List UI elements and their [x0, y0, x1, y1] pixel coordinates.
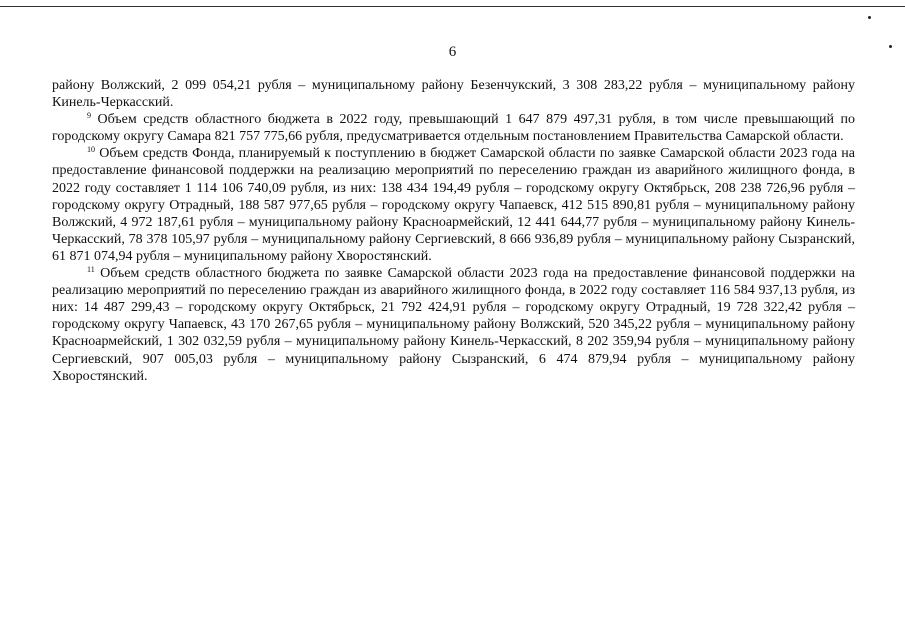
footnote-9 — [52, 111, 855, 145]
document-body — [52, 77, 855, 385]
paragraph-text: Объем средств Фонда, планируемый к поступлению в бюджет Самарской области по заявке Самарской области 2023 года на предоставление финансовой поддержки на реализацию мероприятий по переселению граждан из аварийного жилищного фонда, в 2022 году составляет 1 114 106 740,09 рубля, из них: 138 434 194,49 рубля – городскому округу Октябрьск, 208 238 726,96 рубля – городскому округу Отрадный, 188 587 977,65 рубля – городскому округу Чапаевск, 412 515 890,81 рубля – муниципальному району Волжский, 4 972 187,61 рубля – муниципальному району Красноармейский, 12 441 644,77 рубля – муниципальному району Кинель-Черкасский, 78 378 105,97 рубля – муниципальному району Сергиевский, 8 666 936,89 рубля – муниципальному району Сызранский, 61 871 074,94 рубля – муниципальному району Хворостянский. — [52, 146, 856, 264]
footnote-11 — [52, 265, 855, 385]
footnote-continuation — [52, 77, 855, 111]
paragraph-text: Объем средств областного бюджета по заявке Самарской области 2023 года на предоставление финансовой поддержки на реализацию мероприятий по переселению граждан из аварийного жилищного фонда, в 2022 году составляет 116 584 937,13 рубля, из них: 14 487 299,43 – городскому округу Октябрьск, 21 792 424,91 рубля – городскому округу Отрадный, 19 728 322,42 рубля – городскому округу Чапаевск, 43 170 267,65 рубля – муниципальному району Волжский, 520 345,22 рубля – муниципальному району Красноармейский, 1 302 032,59 рубля – муниципальному району Кинель-Черкасский, 8 202 359,94 рубля – муниципальному району Сергиевский, 907 005,03 рубля – муниципальному району Сызранский, 6 474 879,94 рубля – муниципальному району Хворостянский. — [52, 266, 855, 384]
footnote-10 — [52, 145, 855, 265]
scan-top-border — [0, 6, 905, 7]
paragraph-text: району Волжский, 2 099 054,21 рубля – муниципальному району Безенчукский, 3 308 283,22 рубля – муниципальному району Кинель-Черкасский. — [52, 78, 855, 111]
page-number: 6 — [448, 44, 457, 60]
footnote-marker: 9 — [87, 111, 91, 121]
scan-speck — [868, 16, 871, 19]
footnote-marker: 10 — [87, 145, 95, 155]
footnote-marker: 11 — [87, 265, 95, 275]
paragraph-text: Объем средств областного бюджета в 2022 году, превышающий 1 647 879 497,31 рубля, в том числе превышающий по городскому округу Самара 821 757 775,66 рубля, предусматривается отдельным постановлением Правительства Самарской области. — [52, 112, 855, 145]
